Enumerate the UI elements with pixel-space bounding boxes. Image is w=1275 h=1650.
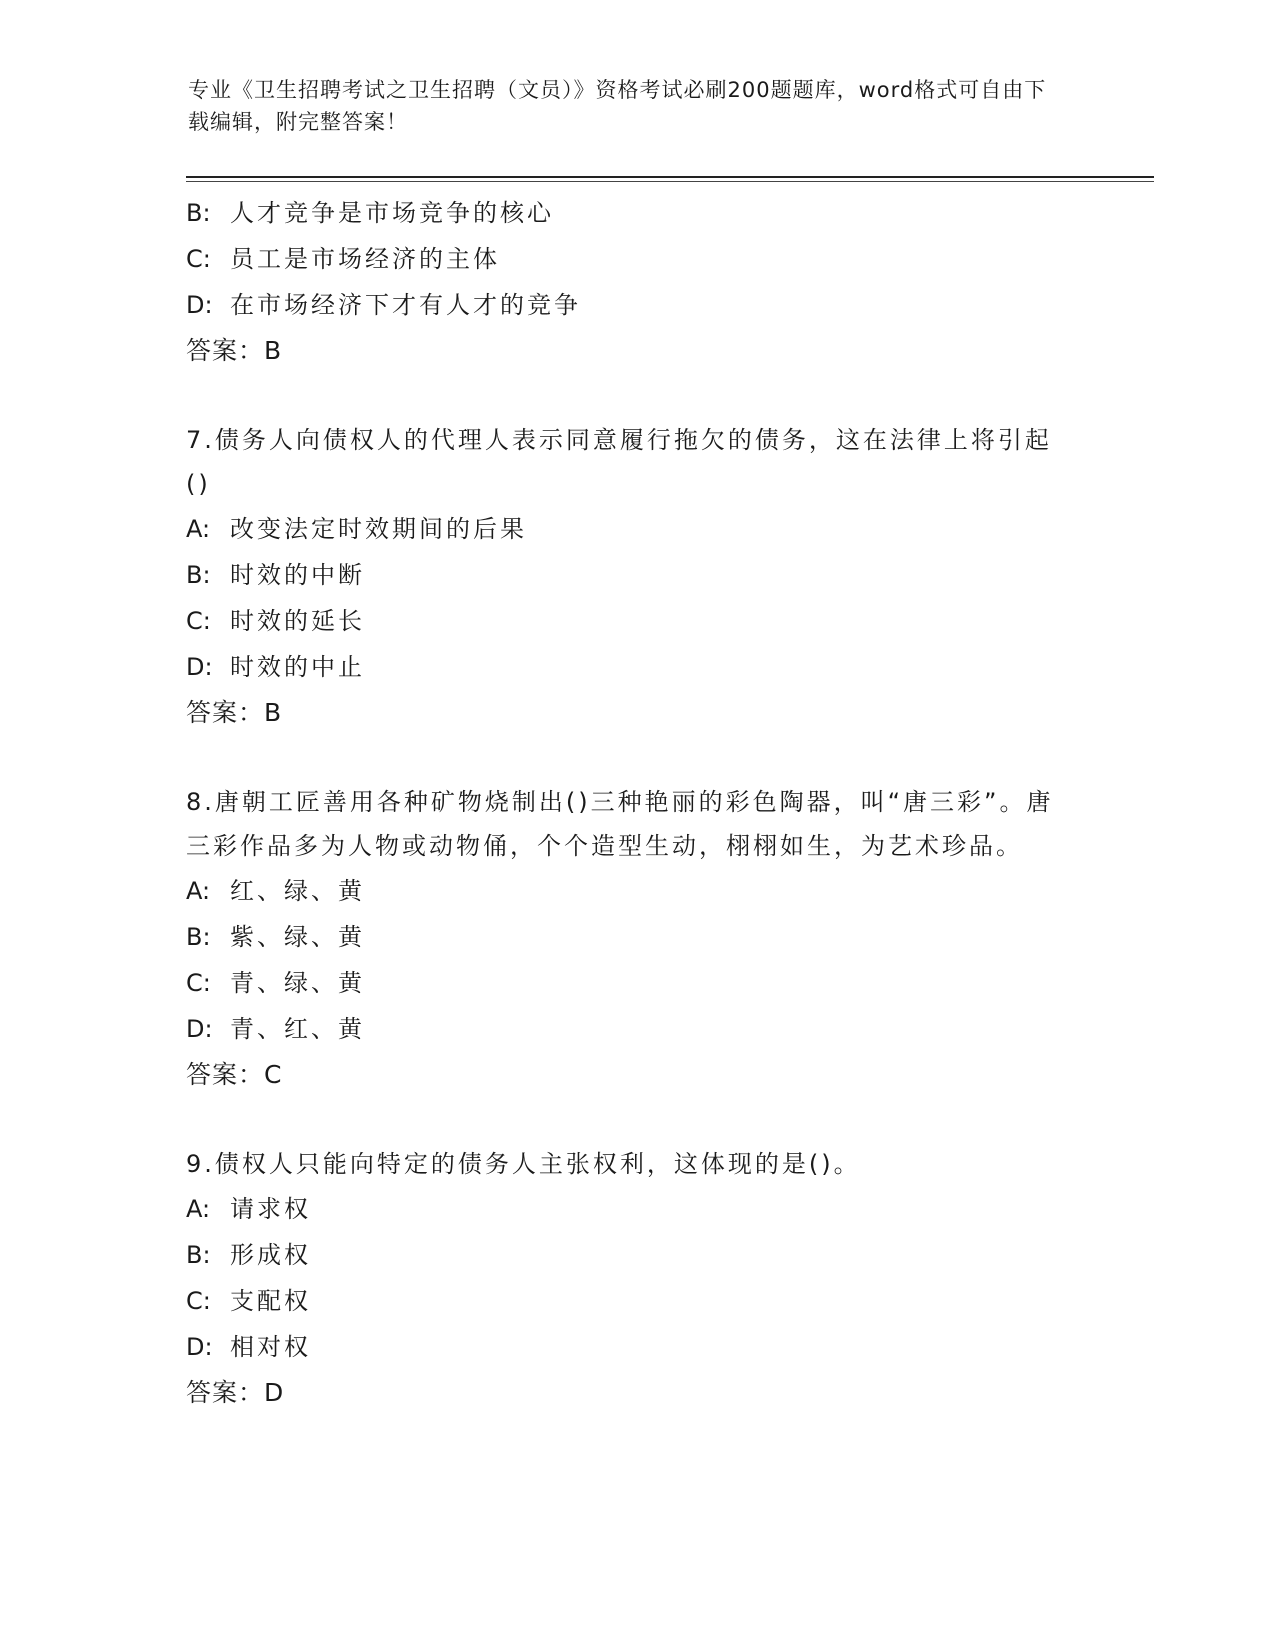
option-d xyxy=(186,282,1066,328)
option-b xyxy=(186,1232,1066,1278)
option-b xyxy=(186,190,1066,236)
option-text: 紫、绿、黄 xyxy=(230,923,365,951)
option-c xyxy=(186,598,1066,644)
option-label: B: xyxy=(186,1241,211,1269)
option-text: 请求权 xyxy=(230,1195,311,1223)
option-label: B: xyxy=(186,923,211,951)
option-text: 员工是市场经济的主体 xyxy=(230,245,500,273)
option-text: 相对权 xyxy=(230,1333,311,1361)
option-label: C: xyxy=(186,245,211,273)
spacer xyxy=(186,736,1066,780)
option-label: C: xyxy=(186,969,211,997)
question-list xyxy=(186,190,1066,1416)
option-a xyxy=(186,1186,1066,1232)
option-label: D: xyxy=(186,1015,213,1043)
option-text: 人才竞争是市场竞争的核心 xyxy=(230,199,554,227)
spacer xyxy=(186,374,1066,418)
answer: 答案：D xyxy=(186,1378,285,1407)
option-d xyxy=(186,644,1066,690)
option-label: B: xyxy=(186,561,211,589)
question-stem: 8.唐朝工匠善用各种矿物烧制出()三种艳丽的彩色陶器，叫“唐三彩”。唐三彩作品多为人物或动物俑，个个造型生动，栩栩如生，为艺术珍品。 xyxy=(186,788,1054,860)
option-text: 红、绿、黄 xyxy=(230,877,365,905)
option-a xyxy=(186,868,1066,914)
option-label: A: xyxy=(186,877,211,905)
option-text: 支配权 xyxy=(230,1287,311,1315)
option-text: 形成权 xyxy=(230,1241,311,1269)
option-text: 时效的中断 xyxy=(230,561,365,589)
header-title: 专业《卫生招聘考试之卫生招聘（文员）》资格考试必刷200题题库，word格式可自由下载编辑，附完整答案！ xyxy=(188,78,1047,134)
header-rule-thin xyxy=(186,181,1154,182)
option-a xyxy=(186,506,1066,552)
option-label: D: xyxy=(186,291,213,319)
option-text: 在市场经济下才有人才的竞争 xyxy=(230,291,581,319)
answer: 答案：B xyxy=(186,698,283,727)
option-label: A: xyxy=(186,1195,211,1223)
question-8 xyxy=(186,780,1066,1098)
option-label: A: xyxy=(186,515,211,543)
question-9 xyxy=(186,1142,1066,1416)
option-label: B: xyxy=(186,199,211,227)
answer: 答案：B xyxy=(186,336,283,365)
option-c xyxy=(186,236,1066,282)
header-rule-thick xyxy=(186,176,1154,178)
document-header xyxy=(188,74,1068,138)
option-label: C: xyxy=(186,1287,211,1315)
option-label: D: xyxy=(186,1333,213,1361)
spacer xyxy=(186,1098,1066,1142)
option-label: D: xyxy=(186,653,213,681)
question-7 xyxy=(186,418,1066,736)
option-text: 改变法定时效期间的后果 xyxy=(230,515,527,543)
question-stem: 7.债务人向债权人的代理人表示同意履行拖欠的债务，这在法律上将引起() xyxy=(186,426,1052,498)
question-6 xyxy=(186,190,1066,374)
option-d xyxy=(186,1324,1066,1370)
option-c xyxy=(186,1278,1066,1324)
option-c xyxy=(186,960,1066,1006)
option-b xyxy=(186,914,1066,960)
option-d xyxy=(186,1006,1066,1052)
answer: 答案：C xyxy=(186,1060,283,1089)
option-text: 青、红、黄 xyxy=(230,1015,365,1043)
option-label: C: xyxy=(186,607,211,635)
option-b xyxy=(186,552,1066,598)
option-text: 青、绿、黄 xyxy=(230,969,365,997)
question-stem: 9.债权人只能向特定的债务人主张权利，这体现的是()。 xyxy=(186,1150,861,1178)
option-text: 时效的中止 xyxy=(230,653,365,681)
option-text: 时效的延长 xyxy=(230,607,365,635)
